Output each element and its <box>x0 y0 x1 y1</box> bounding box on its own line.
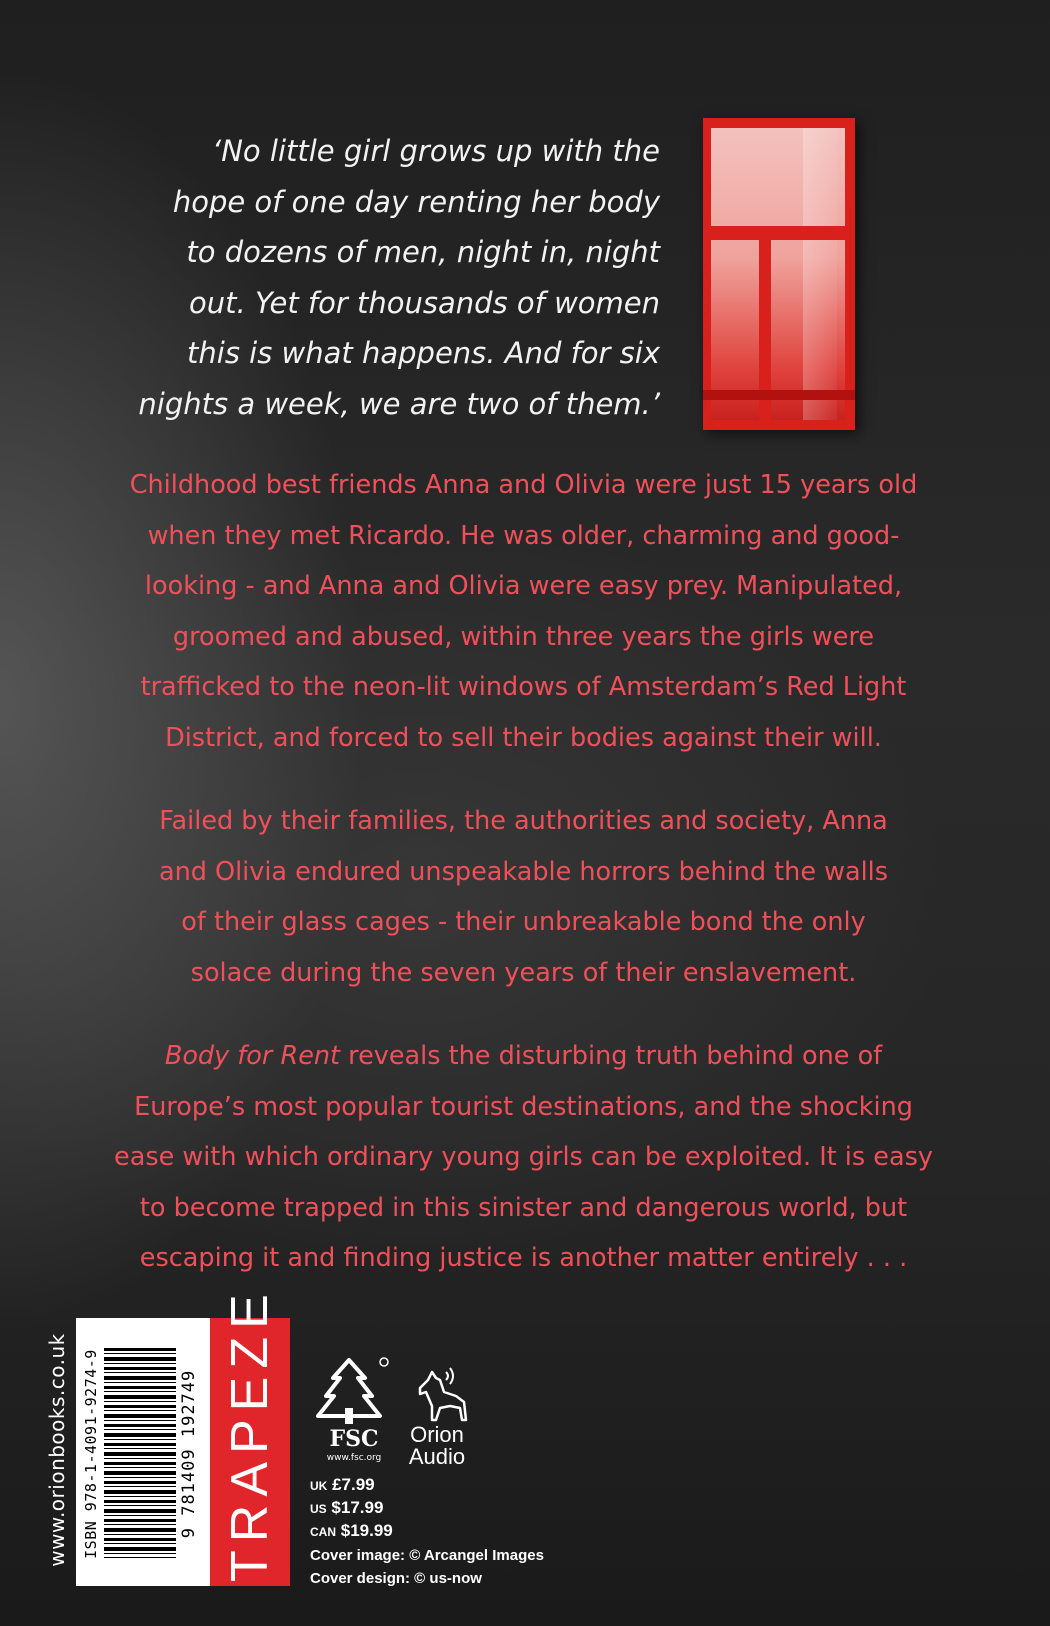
window-sill <box>703 390 855 400</box>
orion-audio-dog-icon <box>410 1362 474 1426</box>
quote-line: ‘No little girl grows up with the <box>212 134 660 168</box>
isbn-text: ISBN 978-1-4091-9274-9 <box>82 1349 100 1559</box>
orion-audio-label <box>402 1424 472 1468</box>
price-value: $19.99 <box>340 1521 393 1540</box>
quote-line: nights a week, we are two of them.’ <box>138 386 660 421</box>
barcode-bars <box>104 1348 176 1558</box>
price-uk <box>310 1474 375 1497</box>
window-curtain <box>803 128 837 420</box>
blurb-line: of their glass cages - their unbreakable bond the only <box>181 907 866 937</box>
blurb-line: reveals the disturbing truth behind one of <box>340 1041 883 1071</box>
cover-design-credit: Cover design: © us-now <box>310 1570 482 1587</box>
orion-label-line: Orion <box>410 1422 464 1447</box>
blurb-line: to become trapped in this sinister and dangerous world, but <box>139 1192 908 1223</box>
price-region: US <box>310 1502 327 1516</box>
blurb-line: and Olivia endured unspeakable horrors behind the walls <box>158 856 889 887</box>
book-title: Body for Rent <box>164 1041 341 1071</box>
blurb-line: when they met Ricardo. He was older, charming and good- <box>147 520 900 551</box>
publisher-website: www.orionbooks.co.uk <box>45 1333 69 1567</box>
blurb-line: trafficked to the neon-lit windows of Amsterdam’s Red Light <box>140 672 907 702</box>
blurb-line: Childhood best friends Anna and Olivia were just 15 years old <box>129 470 918 500</box>
blurb-line: Europe’s most popular tourist destinations, and the shocking <box>134 1091 913 1122</box>
fsc-tree-icon <box>308 1356 390 1428</box>
price-us <box>310 1497 383 1520</box>
imprint-logo: TRAPEZE <box>221 1286 279 1582</box>
isbn-digits: 9 781409 192749 <box>179 1369 199 1539</box>
fsc-label: FSC <box>329 1426 379 1452</box>
quote-line: out. Yet for thousands of women <box>189 285 660 320</box>
cover-image-credit: Cover image: © Arcangel Images <box>310 1547 544 1564</box>
orion-label-line: Audio <box>408 1444 466 1469</box>
price-value: £7.99 <box>332 1475 375 1494</box>
blurb-line: Failed by their families, the authorities and society, Anna <box>159 806 888 836</box>
window-frame <box>703 118 711 430</box>
price-value: $17.99 <box>331 1498 384 1517</box>
blurb-line: ease with which ordinary young girls can be exploited. It is easy <box>114 1142 933 1172</box>
blurb-paragraph-1 <box>66 460 981 763</box>
blurb-line: solace during the seven years of their enslavement. <box>190 957 857 988</box>
quote-line: this is what happens. And for six <box>187 336 660 370</box>
window-frame <box>703 118 855 128</box>
blurb-line: escaping it and finding justice is another matter entirely . . . <box>139 1243 908 1273</box>
window-crossbar <box>703 226 855 240</box>
blurb-line: looking - and Anna and Olivia were easy prey. Manipulated, <box>144 571 903 601</box>
price-can <box>310 1520 393 1543</box>
window-frame <box>845 118 855 430</box>
quote-line: hope of one day renting her body <box>172 184 660 219</box>
blurb-line: groomed and abused, within three years the girls were <box>172 621 875 652</box>
blurb-line: District, and forced to sell their bodies against their will. <box>165 722 882 753</box>
quote-line: to dozens of men, night in, night <box>186 235 660 269</box>
pull-quote <box>120 126 660 429</box>
price-region: UK <box>310 1479 328 1493</box>
window-image <box>703 118 855 430</box>
blurb-paragraph-2 <box>66 796 981 998</box>
price-region: CAN <box>310 1525 336 1539</box>
blurb-paragraph-3 <box>66 1031 981 1284</box>
fsc-url: www.fsc.org <box>326 1453 382 1463</box>
window-frame <box>703 420 855 430</box>
